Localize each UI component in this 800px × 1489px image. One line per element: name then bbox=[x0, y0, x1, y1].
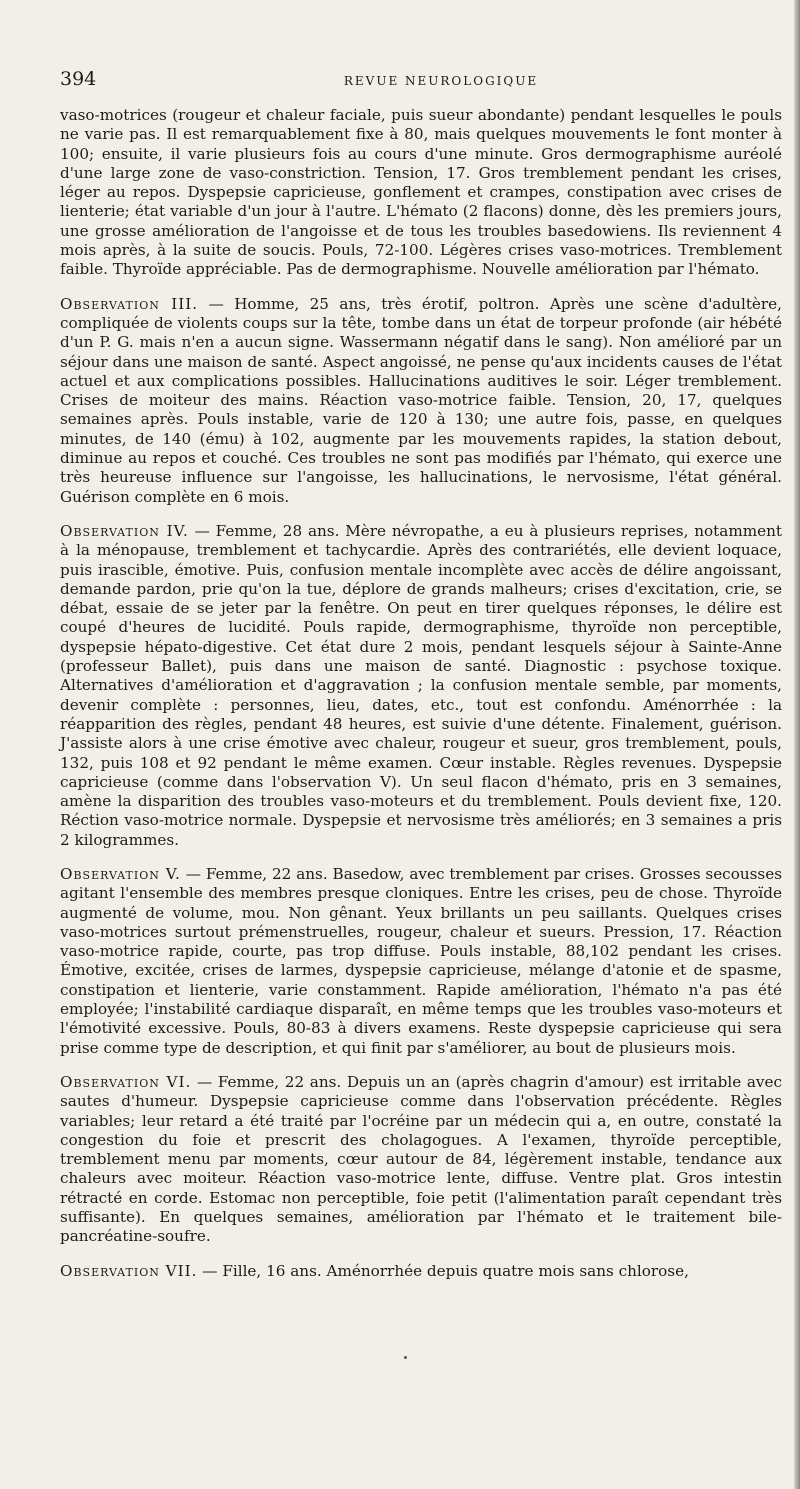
page-number: 394 bbox=[60, 68, 97, 90]
paragraph-text: vaso-motrices (rougeur et chaleur faciale, puis sueur abondante) pendant lesquelles le pouls ne varie pas. Il est remarquablement fixe à 80, mais quelques mouvements le font monter à 100; ensuite, il varie plusieurs fois au cours d'une minute. Gros dermographisme auréolé d'une large zone de vaso-constriction. Tension, 17. Gros tremblement pendant les crises, léger au repos. Dyspepsie capricieuse, gonflement et crampes, constipation avec crises de lienterie; état variable d'un jour à l'autre. L'hémato (2 flacons) donne, dès les premiers jours, une grosse amélioration de l'angoisse et de tous les troubles basedowiens. Ils reviennent 4 mois après, à la suite de soucis. Pouls, 72-100. Légères crises vaso-motrices. Tremblement faible. Thyroïde appréciable. Pas de dermographisme. Nouvelle amélioration par l'hémato. bbox=[60, 106, 782, 279]
page-header bbox=[60, 68, 782, 92]
observation-3 bbox=[60, 295, 782, 507]
body-text bbox=[60, 106, 782, 1281]
paragraph-text: — Femme, 22 ans. Depuis un an (après chagrin d'amour) est irritable avec sautes d'humeur. Dyspepsie capricieuse comme dans l'observation précédente. Règles variables; leur retard a été traité par l'ocréine par un médecin qui a, en outre, constaté la congestion du foie et prescrit des cholagogues. A l'examen, thyroïde perceptible, tremblement menu par moments, cœur autour de 84, légèrement instable, tendance aux chaleurs avec moiteur. Réaction vaso-motrice lente, diffuse. Ventre plat. Gros intestin rétracté en corde. Estomac non perceptible, foie petit (l'alimentation paraît cependant très suffisante). En quelques semaines, amélioration par l'hémato et le traitement bile-pancréatine-soufre. bbox=[60, 1072, 782, 1246]
observation-label: Observation VII. bbox=[60, 1261, 198, 1280]
running-title: REVUE NEUROLOGIQUE bbox=[343, 74, 539, 88]
observation-6 bbox=[60, 1073, 782, 1247]
ink-speck bbox=[404, 1356, 407, 1359]
observation-label: Observation V. bbox=[60, 864, 181, 883]
observation-4 bbox=[60, 522, 782, 850]
paragraph-text: — Femme, 28 ans. Mère névropathe, a eu à plusieurs reprises, notamment à la ménopause, tremblement et tachycardie. Après des contrariétés, elle devient loquace, puis irascible, émotive. Puis, confusion mentale incomplète avec accès de délire angoissant, demande pardon, prie qu'on la tue, déplore de grands malheurs; crises d'excitation, crie, se débat, essaie de se jeter par la fenêtre. On peut en tirer quelques réponses, le délire est coupé d'heures de lucidité. Pouls rapide, dermographisme, thyroïde non perceptible, dyspepsie hépato-digestive. Cet état dure 2 mois, pendant lesquels séjour à Sainte-Anne (professeur Ballet), puis dans une maison de santé. Diagnostic : psychose toxique. Alternatives d'amélioration et d'aggravation ; la confusion mentale semble, par moments, devenir complète : personnes, lieu, dates, etc., tout est confondu. Aménorrhée : la réapparition des règles, pendant 48 heures, est suivie d'une détente. Finalement, guérison. J'assiste alors à une crise émotive avec chaleur, rougeur et sueur, gros tremblement, pouls, 132, puis 108 et 92 pendant le même examen. Cœur instable. Règles revenues. Dyspepsie capricieuse (comme dans l'observation V). Un seul flacon d'hémato, pris en 3 semaines, amène la disparition des troubles vaso-moteurs et du tremblement. Pouls devient fixe, 120. Réction vaso-motrice normale. Dyspepsie et nervosisme très améliorés; en 3 semaines a pris 2 kilogrammes. bbox=[60, 521, 782, 849]
paragraph-text: — Homme, 25 ans, très érotif, poltron. Après une scène d'adultère, compliquée de violents coups sur la tête, tombe dans un état de torpeur profonde (air hébété d'un P. G. mais n'en a aucun signe. Wassermann négatif dans le sang). Non amélioré par un séjour dans une maison de santé. Aspect angoissé, ne pense qu'aux incidents causes de l'état actuel et aux complications possibles. Hallucinations auditives le soir. Léger tremblement. Crises de moiteur des mains. Réaction vaso-motrice faible. Tension, 20, 17, quelques semaines après. Pouls instable, varie de 120 à 130; une autre fois, passe, en quelques minutes, de 140 (ému) à 102, augmente par les mouvements rapides, la station debout, diminue au repos et couché. Ces troubles ne sont pas modifiés par l'hémato, qui exerce une très heureuse influence sur l'angoisse, les hallucinations, le nervosisme, l'état général. Guérison complète en 6 mois. bbox=[60, 294, 782, 506]
observation-5 bbox=[60, 865, 782, 1058]
observation-label: Observation VI. bbox=[60, 1072, 192, 1091]
observation-label: Observation IV. bbox=[60, 521, 189, 540]
paragraph-text: — Femme, 22 ans. Basedow, avec tremblement par crises. Grosses secousses agitant l'ensemble des membres presque cloniques. Entre les crises, peu de chose. Thyroïde augmenté de volume, mou. Non gênant. Yeux brillants un peu saillants. Quelques crises vaso-motrices surtout prémenstruelles, rougeur, chaleur et sueurs. Pression, 17. Réaction vaso-motrice rapide, courte, pas trop diffuse. Pouls instable, 88,102 pendant les crises. Émotive, excitée, crises de larmes, dyspepsie capricieuse, mélange d'atonie et de spasme, constipation et lienterie, varie constamment. Rapide amélioration, l'hémato n'a pas été employée; l'instabilité cardiaque disparaît, en même temps que les troubles vaso-moteurs et l'émotivité excessive. Pouls, 80-83 à divers examens. Reste dyspepsie capricieuse qui sera prise comme type de description, et qui finit par s'améliorer, au bout de plusieurs mois. bbox=[60, 864, 782, 1057]
observation-label: Observation III. bbox=[60, 294, 199, 313]
observation-7 bbox=[60, 1262, 782, 1281]
paragraph-text: — Fille, 16 ans. Aménorrhée depuis quatre mois sans chlorose, bbox=[197, 1261, 689, 1280]
paragraph-continuation bbox=[60, 106, 782, 280]
page-edge-shadow bbox=[794, 0, 800, 1489]
